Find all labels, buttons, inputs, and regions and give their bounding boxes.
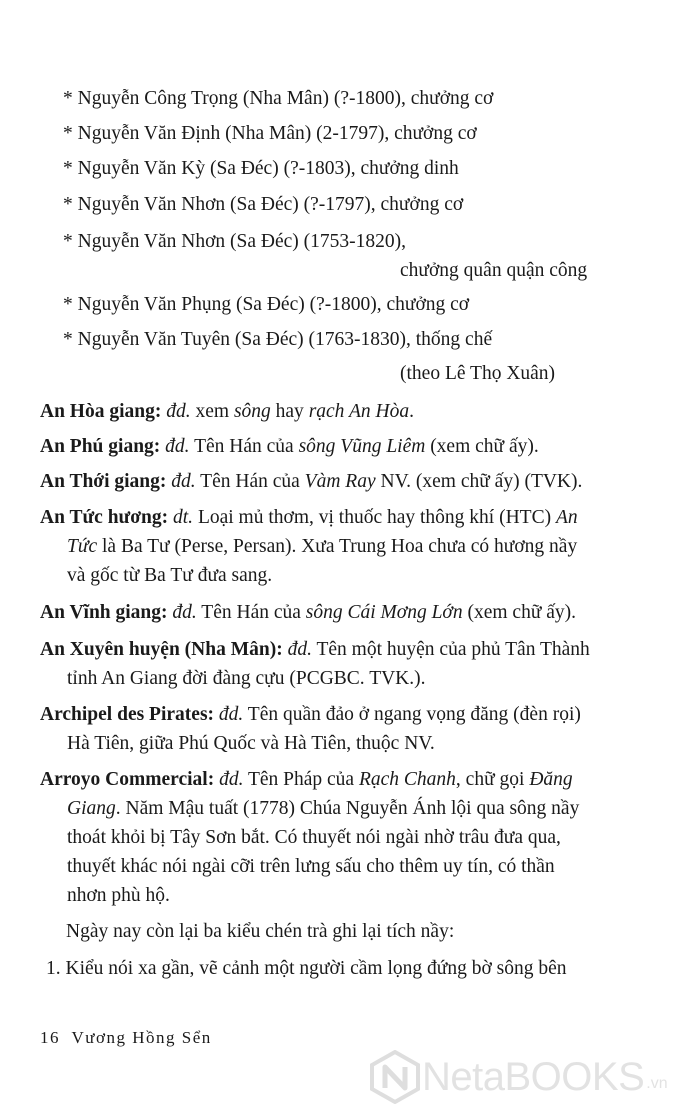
dictionary-entry-an-hoa-giang: An Hòa giang: đd. xem sông hay rạch An Hòa. bbox=[40, 401, 414, 422]
dictionary-entry-an-thoi-giang: An Thới giang: đd. Tên Hán của Vàm Ray NV. (xem chữ ấy) (TVK). bbox=[40, 471, 583, 492]
entry-term: An Phú giang bbox=[40, 436, 154, 457]
list-item-continuation: chưởng quân quận công bbox=[400, 260, 588, 281]
dictionary-entry-an-tuc-huong: An Tức hương: dt. Loại mủ thơm, vị thuốc hay thông khí (HTC) An Tức là Ba Tư (Perse, Persan). Xưa Trung Hoa chưa có hương nầy và gốc từ Ba Tư đưa sang. bbox=[40, 507, 578, 586]
list-item: * Nguyễn Công Trọng (Nha Mân) (?-1800), chưởng cơ bbox=[63, 88, 494, 109]
entry-term: Archipel des Pirates bbox=[40, 704, 208, 725]
list-item: * Nguyễn Văn Định (Nha Mân) (2-1797), chưởng cơ bbox=[63, 123, 477, 144]
entry-term: Arroyo Commercial bbox=[40, 769, 208, 790]
dictionary-entry-an-phu-giang: An Phú giang: đd. Tên Hán của sông Vũng Liêm (xem chữ ấy). bbox=[40, 436, 539, 457]
neta-logo-icon bbox=[368, 1050, 422, 1104]
watermark bbox=[368, 1050, 668, 1104]
watermark-brand: NetaBOOKS bbox=[422, 1054, 645, 1099]
entry-term: An Hòa giang bbox=[40, 401, 155, 422]
dictionary-entry-archipel-des-pirates: Archipel des Pirates: đd. Tên quần đảo ở ngang vọng đăng (đèn rọi) Hà Tiên, giữa Phú Quốc và Hà Tiên, thuộc NV. bbox=[40, 704, 581, 754]
entry-term: An Xuyên huyện (Nha Mân) bbox=[40, 639, 277, 660]
source-note: (theo Lê Thọ Xuân) bbox=[400, 363, 556, 384]
entry-term: An Tức hương bbox=[40, 507, 162, 528]
body-paragraph: Ngày nay còn lại ba kiểu chén trà ghi lại tích nầy: bbox=[66, 921, 455, 942]
page-footer bbox=[40, 1028, 212, 1048]
dictionary-entry-an-vinh-giang: An Vĩnh giang: đd. Tên Hán của sông Cái Mơng Lớn (xem chữ ấy). bbox=[40, 602, 577, 623]
page-number: 16 bbox=[40, 1028, 60, 1047]
running-author: Vương Hồng Sển bbox=[71, 1028, 212, 1047]
numbered-item: 1. Kiểu nói xa gần, vẽ cảnh một người cầm lọng đứng bờ sông bên bbox=[46, 958, 567, 979]
list-item: * Nguyễn Văn Phụng (Sa Đéc) (?-1800), chưởng cơ bbox=[63, 294, 470, 315]
dictionary-entry-an-xuyen-huyen: An Xuyên huyện (Nha Mân): đd. Tên một huyện của phủ Tân Thành tỉnh An Giang đời đàng cựu (PCGBC. TVK.). bbox=[40, 639, 590, 689]
entry-term: An Thới giang bbox=[40, 471, 160, 492]
list-item: * Nguyễn Văn Kỳ (Sa Đéc) (?-1803), chưởng dinh bbox=[63, 158, 459, 179]
watermark-suffix: .vn bbox=[646, 1075, 668, 1092]
entry-term: An Vĩnh giang bbox=[40, 602, 162, 623]
list-item: * Nguyễn Văn Tuyên (Sa Đéc) (1763-1830), thống chế bbox=[63, 329, 493, 350]
list-item: * Nguyễn Văn Nhơn (Sa Đéc) (1753-1820), bbox=[63, 231, 407, 252]
dictionary-entry-arroyo-commercial: Arroyo Commercial: đd. Tên Pháp của Rạch Chanh, chữ gọi Đăng Giang. Năm Mậu tuất (1778) Chúa Nguyễn Ánh lội qua sông nầy thoát khỏi bị Tây Sơn bắt. Có thuyết nói ngài nhờ trâu đưa qua, thuyết khác nói ngài cỡi trên lưng sấu cho thêm uy tín, có thần nhơn phù hộ. bbox=[40, 769, 580, 906]
list-item: * Nguyễn Văn Nhơn (Sa Đéc) (?-1797), chưởng cơ bbox=[63, 194, 464, 215]
